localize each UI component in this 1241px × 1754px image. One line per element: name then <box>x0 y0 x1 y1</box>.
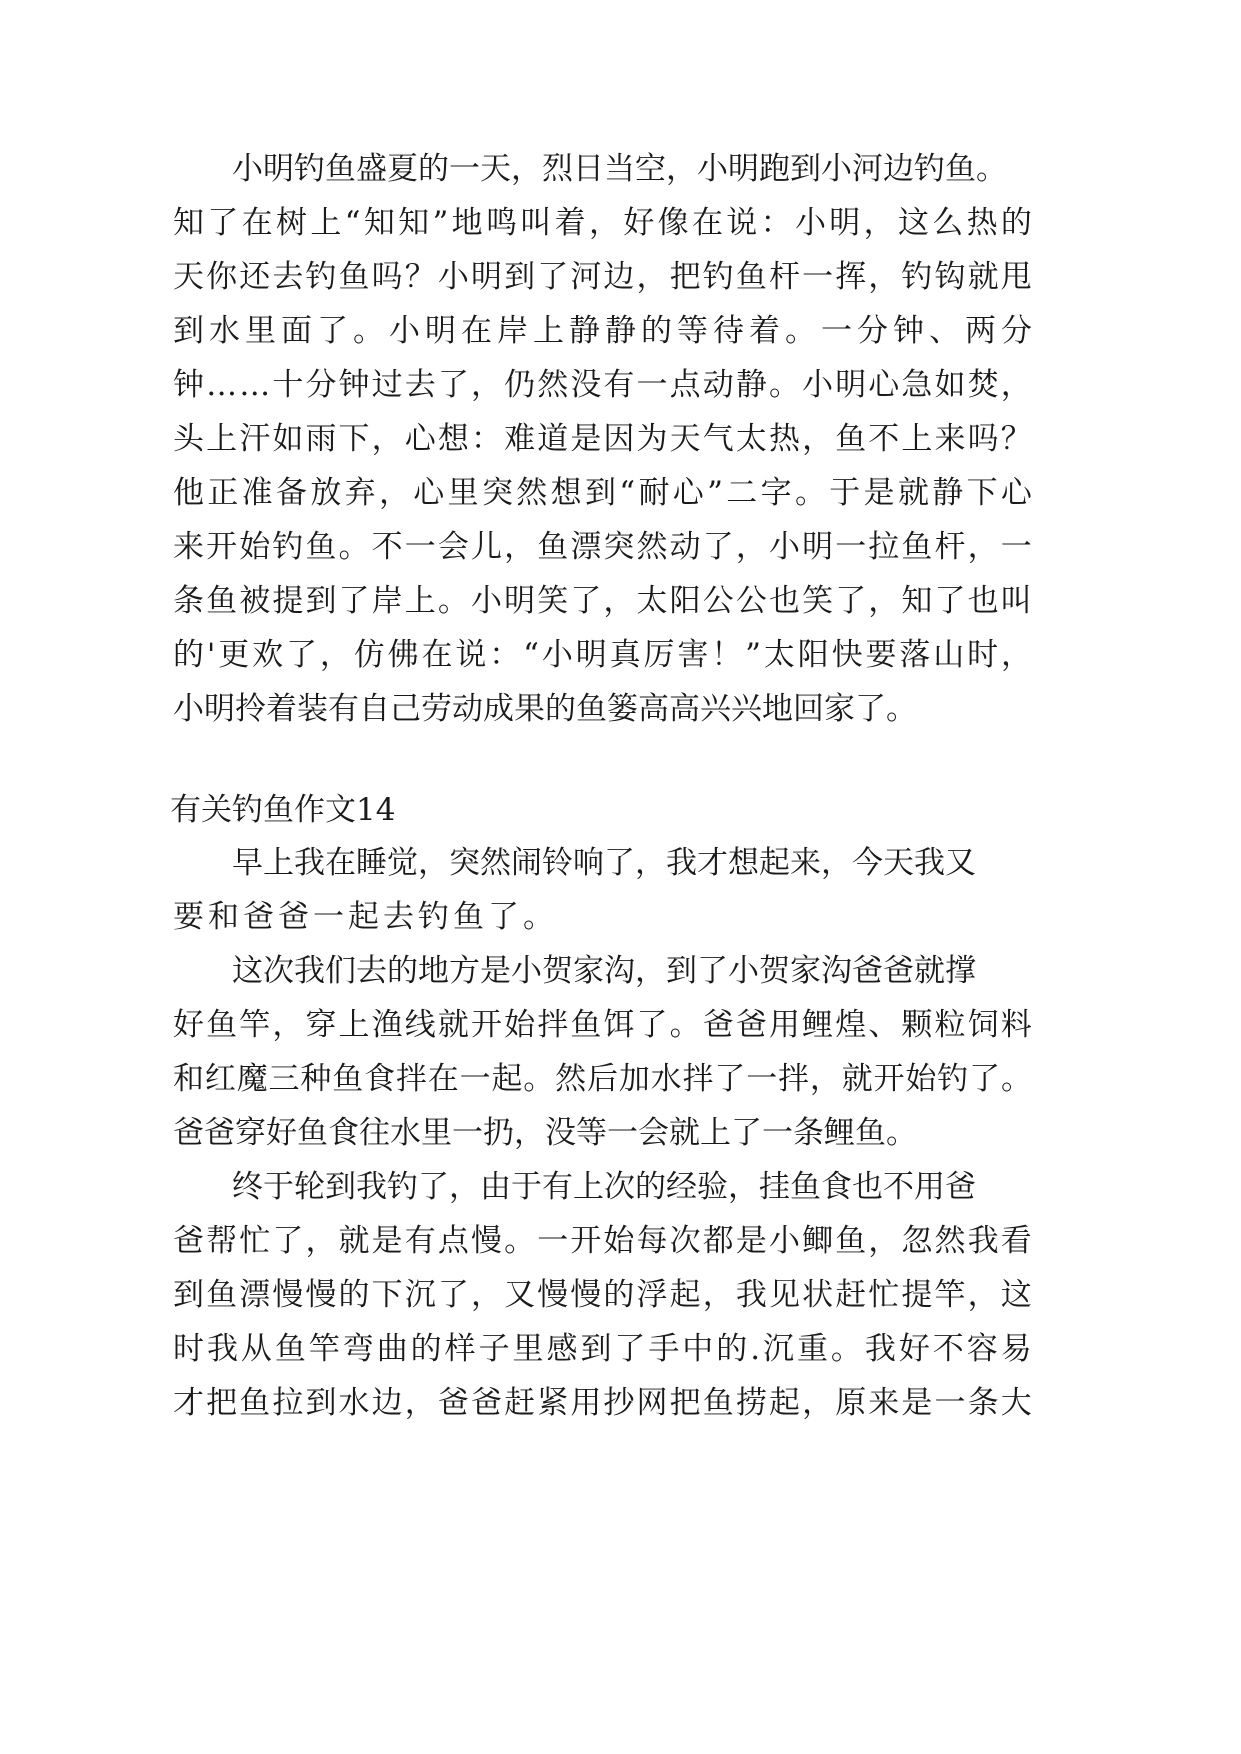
paragraph-line: 好 鱼 竿 ， 穿 上 渔 线 就 开 始 拌 鱼 饵 了 。 爸 爸 用 鲤 煌 、 颗 粒 饲 料 <box>173 1007 1032 1043</box>
paragraph-line: 天 你 还 去 钓 鱼 吗 ？ 小 明 到 了 河 边 ， 把 钓 鱼 杆 一 挥 ， 钓 钩 就 甩 <box>173 259 1032 295</box>
paragraph-line: 头 上 汗 如 雨 下 ， 心 想 ： 难 道 是 因 为 天 气 太 热 ， 鱼 不 上 来 吗 ？ <box>173 421 1032 457</box>
paragraph-line: 爸 帮 忙 了 ， 就 是 有 点 慢 。 一 开 始 每 次 都 是 小 鲫 鱼 ， 忽 然 我 看 <box>173 1223 1032 1259</box>
paragraph-line: 和 红 魔 三 种 鱼 食 拌 在 一 起 。 然 后 加 水 拌 了 一 拌 ， 就 开 始 钓 了 。 <box>173 1061 1032 1097</box>
paragraph-line: 小 明 钓 鱼 盛 夏 的 一 天 ， 烈 日 当 空 ， 小 明 跑 到 小 河 边 钓 鱼 。 <box>232 151 1007 187</box>
paragraph-line: 他 正 准 备 放 弃 ， 心 里 突 然 想 到 “ 耐 心 ” 二 字 。 于 是 就 静 下 心 <box>173 475 1032 511</box>
paragraph-line: 来 开 始 钓 鱼 。 不 一 会 儿 ， 鱼 漂 突 然 动 了 ， 小 明 一 拉 鱼 杆 ， 一 <box>173 529 1032 565</box>
paragraph-line: 终 于 轮 到 我 钓 了 ， 由 于 有 上 次 的 经 验 ， 挂 鱼 食 也 不 用 爸 <box>232 1169 976 1205</box>
paragraph-line: 要和爸爸一起去钓鱼了。 <box>173 899 558 935</box>
paragraph-line: 爸 爸 穿 好 鱼 食 往 水 里 一 扔 ， 没 等 一 会 就 上 了 一 条 鲤 鱼 。 <box>173 1115 917 1151</box>
paragraph-line: 钟 … … 十 分 钟 过 去 了 ， 仍 然 没 有 一 点 动 静 。 小 明 心 急 如 焚 ， <box>173 367 1032 403</box>
paragraph-line: 的 ' 更 欢 了 ， 仿 佛 在 说 ： “ 小 明 真 厉 害 ！ ” 太 阳 快 要 落 山 时 ， <box>173 637 1032 673</box>
paragraph-line: 这 次 我 们 去 的 地 方 是 小 贺 家 沟 ， 到 了 小 贺 家 沟 爸 爸 就 撑 <box>232 953 976 989</box>
paragraph-line: 知 了 在 树 上 “ 知 知 ” 地 鸣 叫 着 ， 好 像 在 说 ： 小 明 ， 这 么 热 的 <box>173 205 1032 241</box>
paragraph-line: 时 我 从 鱼 竿 弯 曲 的 样 子 里 感 到 了 手 中 的 . 沉 重 。 我 好 不 容 易 <box>173 1331 1032 1367</box>
paragraph-line: 才 把 鱼 拉 到 水 边 ， 爸 爸 赶 紧 用 抄 网 把 鱼 捞 起 ， 原 来 是 一 条 大 <box>173 1385 1032 1421</box>
paragraph-line: 早 上 我 在 睡 觉 ， 突 然 闹 铃 响 了 ， 我 才 想 起 来 ， 今 天 我 又 <box>232 845 976 881</box>
paragraph-line: 小 明 拎 着 装 有 自 己 劳 动 成 果 的 鱼 篓 高 高 兴 兴 地 回 家 了 。 <box>173 691 917 727</box>
section-heading: 有关钓鱼作文14 <box>170 792 396 828</box>
paragraph-line: 到 鱼 漂 慢 慢 的 下 沉 了 ， 又 慢 慢 的 浮 起 ， 我 见 状 赶 忙 提 竿 ， 这 <box>173 1277 1032 1313</box>
paragraph-line: 条 鱼 被 提 到 了 岸 上 。 小 明 笑 了 ， 太 阳 公 公 也 笑 了 ， 知 了 也 叫 <box>173 583 1032 619</box>
paragraph-line: 到 水 里 面 了 。 小 明 在 岸 上 静 静 的 等 待 着 。 一 分 钟 、 两 分 <box>173 313 1032 349</box>
